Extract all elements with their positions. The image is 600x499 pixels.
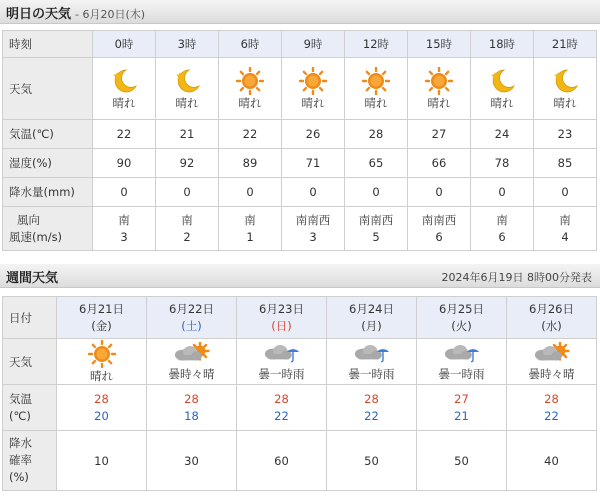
row-label-wind-speed: 風速(m/s) [9, 229, 63, 244]
hour-weather [345, 58, 408, 120]
hour-wind-dir: 南 [559, 212, 571, 227]
day-date [237, 297, 327, 339]
day-temp [147, 385, 237, 431]
day-pop: 50 [417, 431, 507, 491]
hour-temp: 26 [282, 120, 345, 149]
day-of-week: (日) [271, 318, 292, 333]
hour-temp: 28 [345, 120, 408, 149]
hour-wind [282, 207, 345, 251]
hour-precip: 0 [408, 178, 471, 207]
day-temp [507, 385, 597, 431]
hour-weather [471, 58, 534, 120]
day-of-week: (水) [541, 318, 562, 333]
day-temp-high: 28 [94, 391, 109, 406]
hour-wind-dir: 南南西 [358, 212, 394, 227]
hour-wind-dir: 南 [118, 212, 130, 227]
hour-weather [282, 58, 345, 120]
day-weather-text: 曇時々晴 [528, 366, 575, 381]
day-temp-low: 22 [544, 408, 559, 423]
hour-wind-speed: 3 [309, 229, 317, 244]
moon-icon [487, 67, 517, 95]
hour-cell: 9時 [282, 31, 345, 58]
hour-precip: 0 [345, 178, 408, 207]
row-label-pop: 降水確率(%) [3, 431, 57, 491]
hour-wind [408, 207, 471, 251]
tomorrow-table [2, 30, 597, 251]
day-temp-low: 22 [364, 408, 379, 423]
day-date-text: 6月25日 [439, 301, 484, 316]
hour-cell: 6時 [219, 31, 282, 58]
weekly-issued: 2024年6月19日 8時00分発表 [441, 271, 592, 284]
day-weather [327, 339, 417, 385]
moon-icon [109, 67, 139, 95]
hour-temp: 24 [471, 120, 534, 149]
hour-weather-text: 晴れ [238, 95, 262, 110]
day-temp-low: 22 [274, 408, 289, 423]
hour-humidity: 92 [156, 149, 219, 178]
row-label-weekly-weather: 天気 [3, 339, 57, 385]
day-date-text: 6月22日 [169, 301, 214, 316]
day-pop: 50 [327, 431, 417, 491]
hour-weather-text: 晴れ [364, 95, 388, 110]
cloud-rain-icon [444, 342, 480, 366]
day-temp-low: 18 [184, 408, 199, 423]
sun-icon [298, 67, 328, 95]
day-temp [417, 385, 507, 431]
hour-weather-text: 晴れ [301, 95, 325, 110]
hour-humidity: 65 [345, 149, 408, 178]
hour-humidity: 78 [471, 149, 534, 178]
day-temp-low: 20 [94, 408, 109, 423]
weekly-header [0, 264, 600, 288]
row-label-weekly-temp: 気温(℃) [3, 385, 57, 431]
cloud-rain-icon [354, 342, 390, 366]
sun-icon [361, 67, 391, 95]
hour-temp: 23 [534, 120, 597, 149]
day-weather-text: 曇一時雨 [438, 366, 485, 381]
day-temp-high: 28 [184, 391, 199, 406]
day-date [147, 297, 237, 339]
hour-humidity: 71 [282, 149, 345, 178]
hour-wind-speed: 3 [120, 229, 128, 244]
day-pop: 10 [57, 431, 147, 491]
day-weather-text: 曇時々晴 [168, 366, 215, 381]
hour-temp: 27 [408, 120, 471, 149]
moon-icon [172, 67, 202, 95]
day-weather-text: 曇一時雨 [258, 366, 305, 381]
tomorrow-title: 明日の天気 - 6月20日(木) [6, 7, 146, 22]
hour-cell: 3時 [156, 31, 219, 58]
hour-weather [534, 58, 597, 120]
day-temp [237, 385, 327, 431]
hour-wind-speed: 2 [183, 229, 191, 244]
hour-precip: 0 [534, 178, 597, 207]
hour-weather-text: 晴れ [112, 95, 136, 110]
day-date [327, 297, 417, 339]
hour-wind-speed: 1 [246, 229, 254, 244]
day-date-text: 6月23日 [259, 301, 304, 316]
day-date [57, 297, 147, 339]
day-date-text: 6月24日 [349, 301, 394, 316]
day-date-text: 6月26日 [529, 301, 574, 316]
hour-weather [219, 58, 282, 120]
cloud-sun-icon [174, 342, 210, 366]
hour-precip: 0 [93, 178, 156, 207]
hour-precip: 0 [156, 178, 219, 207]
hour-temp: 21 [156, 120, 219, 149]
row-label-time: 時刻 [3, 31, 93, 58]
hour-wind-dir: 南南西 [421, 212, 457, 227]
hour-weather [156, 58, 219, 120]
day-temp [327, 385, 417, 431]
hour-wind [471, 207, 534, 251]
sun-icon [87, 340, 117, 368]
hour-wind-speed: 6 [435, 229, 443, 244]
hour-wind-dir: 南 [496, 212, 508, 227]
day-weather-text: 晴れ [90, 368, 113, 383]
row-label-wind [3, 207, 93, 251]
hour-weather [93, 58, 156, 120]
tomorrow-header [0, 0, 600, 24]
day-weather [147, 339, 237, 385]
day-of-week: (月) [361, 318, 382, 333]
hour-humidity: 66 [408, 149, 471, 178]
hour-wind [345, 207, 408, 251]
row-label-date: 日付 [3, 297, 57, 339]
hour-wind [156, 207, 219, 251]
hour-wind-speed: 6 [498, 229, 506, 244]
hour-humidity: 89 [219, 149, 282, 178]
day-temp-high: 28 [274, 391, 289, 406]
weekly-title: 週間天気 [6, 271, 59, 286]
hour-cell: 15時 [408, 31, 471, 58]
day-temp-high: 28 [364, 391, 379, 406]
day-temp-high: 27 [454, 391, 469, 406]
hour-wind [93, 207, 156, 251]
day-pop: 30 [147, 431, 237, 491]
day-pop: 40 [507, 431, 597, 491]
hour-cell: 18時 [471, 31, 534, 58]
day-pop: 60 [237, 431, 327, 491]
hour-wind [219, 207, 282, 251]
day-date [507, 297, 597, 339]
day-temp-low: 21 [454, 408, 469, 423]
day-of-week: (金) [91, 318, 112, 333]
hour-precip: 0 [219, 178, 282, 207]
hour-weather [408, 58, 471, 120]
day-weather [417, 339, 507, 385]
hour-wind-speed: 4 [561, 229, 569, 244]
hour-humidity: 85 [534, 149, 597, 178]
row-label-temp: 気温(℃) [3, 120, 93, 149]
hour-temp: 22 [219, 120, 282, 149]
day-weather-text: 曇一時雨 [348, 366, 395, 381]
hour-cell: 21時 [534, 31, 597, 58]
sun-icon [424, 67, 454, 95]
row-label-humidity: 湿度(%) [3, 149, 93, 178]
cloud-rain-icon [264, 342, 300, 366]
hour-precip: 0 [471, 178, 534, 207]
day-temp-high: 28 [544, 391, 559, 406]
weekly-table [2, 296, 597, 491]
hour-wind-dir: 南 [181, 212, 193, 227]
day-of-week: (土) [181, 318, 202, 333]
sun-icon [235, 67, 265, 95]
moon-icon [550, 67, 580, 95]
hour-temp: 22 [93, 120, 156, 149]
hour-weather-text: 晴れ [553, 95, 577, 110]
day-date [417, 297, 507, 339]
day-weather [507, 339, 597, 385]
hour-wind-speed: 5 [372, 229, 380, 244]
hour-wind [534, 207, 597, 251]
hour-wind-dir: 南南西 [295, 212, 331, 227]
day-weather [237, 339, 327, 385]
hour-cell: 0時 [93, 31, 156, 58]
cloud-sun-icon [534, 342, 570, 366]
hour-wind-dir: 南 [244, 212, 256, 227]
tomorrow-date: - 6月20日(木) [75, 8, 146, 21]
row-label-wind-dir: 風向 [17, 212, 40, 227]
day-date-text: 6月21日 [79, 301, 124, 316]
day-temp [57, 385, 147, 431]
row-label-precip: 降水量(mm) [3, 178, 93, 207]
day-of-week: (火) [451, 318, 472, 333]
hour-precip: 0 [282, 178, 345, 207]
hour-cell: 12時 [345, 31, 408, 58]
row-label-weather: 天気 [3, 58, 93, 120]
hour-weather-text: 晴れ [490, 95, 514, 110]
hour-weather-text: 晴れ [427, 95, 451, 110]
hour-weather-text: 晴れ [175, 95, 199, 110]
day-weather [57, 339, 147, 385]
hour-humidity: 90 [93, 149, 156, 178]
